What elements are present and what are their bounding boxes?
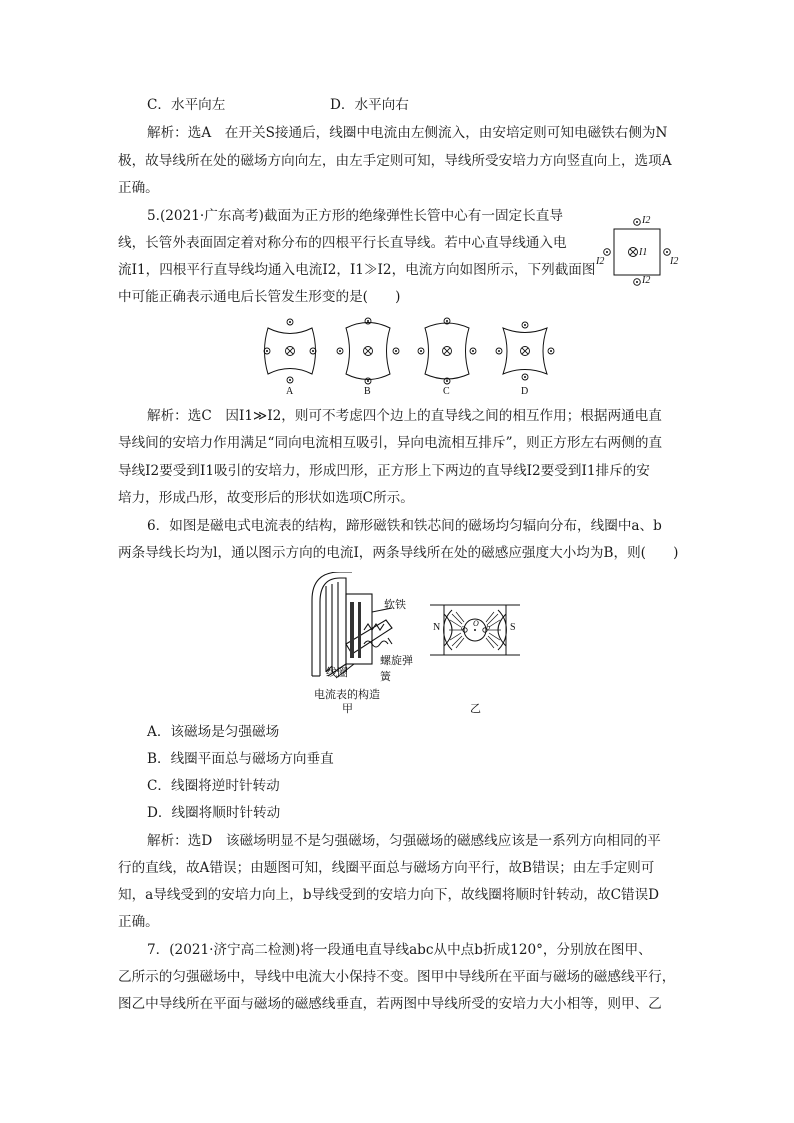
explanation-line: 知，a导线受到的安培力向上，b导线受到的安培力向下，故线圈将顺时针转动，故C错误D — [118, 887, 660, 903]
option-c: C．水平向左 — [147, 97, 226, 113]
label-i1: I1 — [639, 247, 648, 258]
explanation-line: 极，故导线所在处的磁场方向向左，由左手定则可知，导线所受安培力方向竖直向上，选项A — [118, 153, 672, 169]
explanation-line: 正确。 — [118, 914, 159, 930]
option-d: D．水平向右 — [330, 97, 409, 113]
explanation-line: 解析：选A 在开关S接通后，线圈中电流由左侧流入，由安培定则可知电磁铁右侧为N — [147, 125, 668, 141]
label-i2-right: I2 — [670, 256, 679, 267]
label-i2-bottom: I2 — [642, 275, 651, 286]
label-a: a — [461, 623, 465, 632]
explanation-line: 培力，形成凸形，故变形后的形状如选项C所示。 — [118, 490, 414, 506]
explanation-line: 行的直线，故A错误；由题图可知，线圈平面总与磁场方向平行，故B错误；由左手定则可 — [118, 860, 655, 876]
choice-label-b: B — [364, 386, 371, 397]
cross-section-figure — [596, 214, 680, 290]
radial-field-figure — [430, 600, 520, 715]
question-7-line: 图乙中导线所在平面与磁场的磁感线垂直，若两图中导线所受的安培力大小相等，则甲、乙 — [118, 996, 662, 1012]
label-o: O — [473, 619, 479, 628]
option-c: C．线圈将逆时针转动 — [147, 778, 280, 794]
label-s: S — [510, 622, 516, 633]
ammeter-structure-figure — [306, 572, 418, 715]
label-i2-left: I2 — [596, 256, 605, 267]
question-6-line: 6．如图是磁电式电流表的结构，蹄形磁铁和铁芯间的磁场均匀辐向分布，线圈中a、b — [147, 518, 662, 534]
question-5-line: 线，长管外表面固定着对称分布的四根平行长直导线。若中心直导线通入电 — [118, 235, 567, 251]
label-n: N — [433, 622, 441, 633]
question-5-line: 流I1，四根平行直导线均通入电流I2，I1≫I2，电流方向如图所示，下列截面图 — [118, 262, 596, 278]
label-i2-top: I2 — [642, 215, 651, 226]
figure-caption: 电流表的构造 — [314, 689, 380, 701]
explanation-line: 解析：选D 该磁场明显不是匀强磁场，匀强磁场的磁感线应该是一系列方向相同的平 — [147, 833, 661, 849]
choice-label-d: D — [521, 386, 529, 397]
explanation-line: 导线间的安培力作用满足“同向电流相互吸引，异向电流相互排斥”，则正方形左右两侧的直 — [118, 435, 663, 451]
choices-figure — [259, 315, 559, 399]
explanation-line: 正确。 — [118, 180, 159, 196]
label-spring: 螺旋弹簧 — [380, 655, 413, 683]
question-7-line: 乙所示的匀强磁场中，导线中电流大小保持不变。图甲中导线所在平面与磁场的磁感线平行， — [118, 969, 676, 985]
explanation-line: 解析：选C 因I1≫I2，则可不考虑四个边上的直导线之间的相互作用；根据两通电直 — [147, 408, 662, 424]
choice-label-a: A — [286, 386, 294, 397]
question-5-line: 中可能正确表示通电后长管发生形变的是( ) — [118, 289, 401, 305]
question-7-line: 7．(2021·济宁高二检测)将一段通电直导线abc从中点b折成120°，分别放在图甲、 — [147, 942, 652, 958]
figure-label-jia: 甲 — [342, 703, 353, 715]
cross-section-svg — [596, 214, 680, 290]
label-b: b — [486, 623, 490, 632]
figure-label-yi: 乙 — [470, 703, 481, 715]
choices-svg — [259, 315, 559, 399]
option-a: A．该磁场是匀强磁场 — [147, 724, 280, 740]
option-b: B．线圈平面总与磁场方向垂直 — [147, 751, 334, 767]
question-6-line: 两条导线长均为l，通以图示方向的电流I，两条导线所在处的磁感应强度大小均为B，则( ) — [118, 545, 679, 561]
option-d: D．线圈将顺时针转动 — [147, 805, 281, 821]
choice-label-c: C — [443, 386, 450, 397]
question-5-line: 5.(2021·广东高考)截面为正方形的绝缘弹性长管中心有一固定长直导 — [147, 208, 563, 224]
radial-field-svg — [430, 600, 520, 660]
explanation-line: 导线I2要受到I1吸引的安培力，形成凹形，正方形上下两边的直导线I2要受到I1排斥的安 — [118, 463, 650, 479]
label-soft-iron: 软铁 — [384, 599, 406, 611]
label-coil: 线圈 — [326, 667, 348, 679]
